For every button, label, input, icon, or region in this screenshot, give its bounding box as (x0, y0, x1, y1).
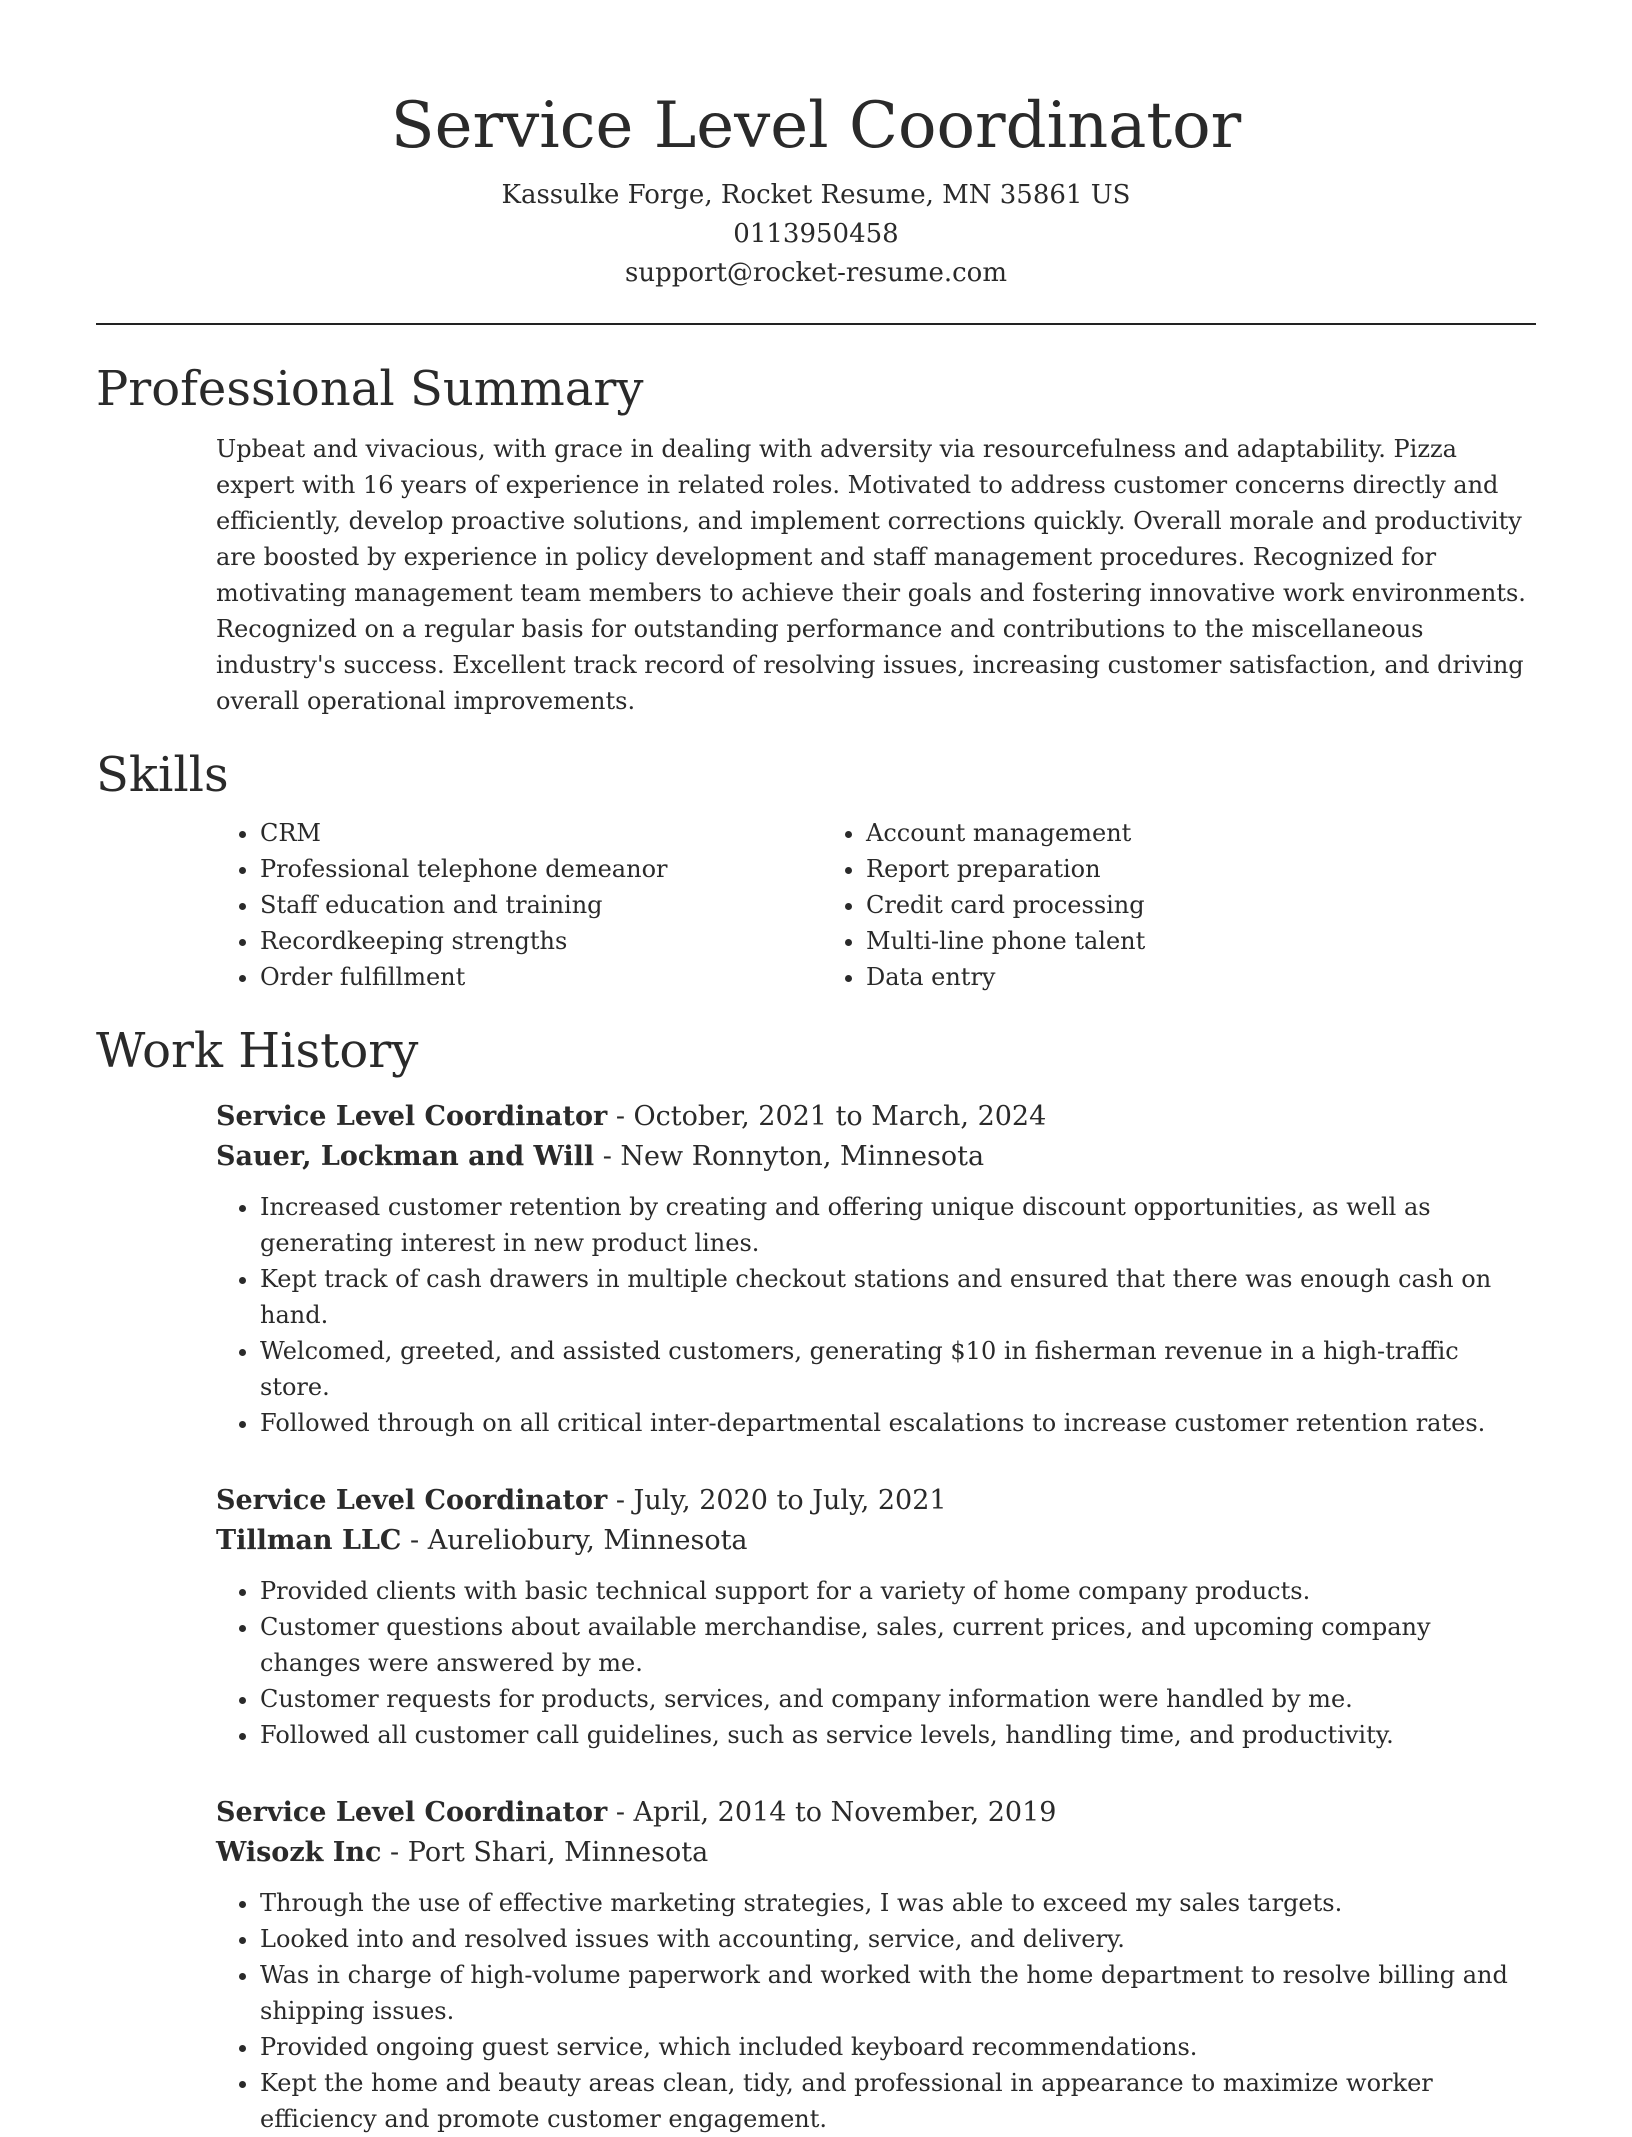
work-history-heading: Work History (96, 1023, 419, 1079)
skill-item: • Staff education and training (260, 887, 822, 923)
job-bullet: • Kept the home and beauty areas clean, tidy, and professional in appearance to maximize worker efficiency and promote customer engagement. (260, 2065, 1536, 2137)
job-company-line (216, 1521, 1536, 1561)
job-entry (216, 1481, 1536, 1753)
summary-heading: Professional Summary (96, 361, 644, 417)
skills-column-left (216, 815, 822, 995)
job-bullet: • Followed through on all critical inter-departmental escalations to increase customer retention rates. (260, 1405, 1536, 1441)
job-dates: - April, 2014 to November, 2019 (607, 1797, 1057, 1828)
job-bullet: • Followed all customer call guidelines, such as service levels, handling time, and productivity. (260, 1717, 1536, 1753)
skill-item: • Credit card processing (866, 887, 1472, 923)
job-bullet: • Was in charge of high-volume paperwork and worked with the home department to resolve billing and shipping issues. (260, 1957, 1536, 2029)
resume-header (96, 0, 1536, 293)
skill-item: • Multi-line phone talent (866, 923, 1472, 959)
job-company-line (216, 1833, 1536, 1873)
job-company: Sauer, Lockman and Will (216, 1141, 595, 1172)
skill-item: • Report preparation (866, 851, 1472, 887)
summary-text: Upbeat and vivacious, with grace in dealing with adversity via resourcefulness and adaptability. Pizza expert with 16 years of experience in related roles. Motivated to address customer concerns directly and efficiently, develop proactive solutions, and implement corrections quickly. Overall morale and productivity are boosted by experience in policy development and staff management procedures. Recognized for motivating management team members to achieve their goals and fostering innovative work environments. Recognized on a regular basis for outstanding performance and contributions to the miscellaneous industry's success. Excellent track record of resolving issues, increasing customer satisfaction, and driving overall operational improvements. (216, 435, 1526, 715)
skill-item: • Data entry (866, 959, 1472, 995)
job-role-line (216, 1481, 1536, 1521)
skill-item: • Order fulfillment (260, 959, 822, 995)
summary-section (96, 359, 1536, 719)
contact-phone: 0113950458 (733, 219, 899, 249)
job-bullet: • Increased customer retention by creating and offering unique discount opportunities, as well as generating interest in new product lines. (260, 1189, 1536, 1261)
job-dates: - October, 2021 to March, 2024 (607, 1101, 1047, 1132)
skill-item: • Account management (866, 815, 1472, 851)
job-bullet: • Provided ongoing guest service, which included keyboard recommendations. (260, 2029, 1536, 2065)
work-history-section (96, 1021, 1536, 2137)
skills-section (96, 745, 1536, 995)
job-bullet: • Customer requests for products, services, and company information were handled by me. (260, 1681, 1536, 1717)
contact-address: Kassulke Forge, Rocket Resume, MN 35861 US (501, 180, 1131, 210)
job-entry (216, 1793, 1536, 2137)
job-entry (216, 1097, 1536, 1441)
job-bullet: • Looked into and resolved issues with accounting, service, and delivery. (260, 1921, 1536, 1957)
skills-heading: Skills (96, 747, 229, 803)
job-bullets (216, 1189, 1536, 1441)
job-location: - Port Shari, Minnesota (381, 1837, 709, 1868)
skills-column-right (822, 815, 1472, 995)
resume-page (96, 0, 1536, 2137)
contact-email: support@rocket-resume.com (624, 258, 1007, 288)
job-company: Wisozk Inc (216, 1837, 382, 1868)
job-company-line (216, 1137, 1536, 1177)
skill-item: • CRM (260, 815, 822, 851)
job-role: Service Level Coordinator (216, 1101, 608, 1132)
job-bullet: • Provided clients with basic technical support for a variety of home company products. (260, 1573, 1536, 1609)
header-divider (96, 323, 1536, 325)
skill-item: • Professional telephone demeanor (260, 851, 822, 887)
job-role-line (216, 1793, 1536, 1833)
job-bullets (216, 1885, 1536, 2137)
contact-info (96, 176, 1536, 293)
job-bullet: • Through the use of effective marketing strategies, I was able to exceed my sales targets. (260, 1885, 1536, 1921)
job-bullets (216, 1573, 1536, 1753)
job-company: Tillman LLC (216, 1525, 402, 1556)
job-bullet: • Welcomed, greeted, and assisted customers, generating $10 in fisherman revenue in a high-traffic store. (260, 1333, 1536, 1405)
skills-grid (216, 815, 1536, 995)
job-role: Service Level Coordinator (216, 1485, 608, 1516)
skill-item: • Recordkeeping strengths (260, 923, 822, 959)
candidate-title: Service Level Coordinator (390, 89, 1242, 163)
job-dates: - July, 2020 to July, 2021 (607, 1485, 947, 1516)
job-role: Service Level Coordinator (216, 1797, 608, 1828)
job-location: - Aureliobury, Minnesota (401, 1525, 748, 1556)
job-bullet: • Kept track of cash drawers in multiple checkout stations and ensured that there was enough cash on hand. (260, 1261, 1536, 1333)
job-location: - New Ronnyton, Minnesota (594, 1141, 985, 1172)
job-role-line (216, 1097, 1536, 1137)
job-bullet: • Customer questions about available merchandise, sales, current prices, and upcoming company changes were answered by me. (260, 1609, 1536, 1681)
